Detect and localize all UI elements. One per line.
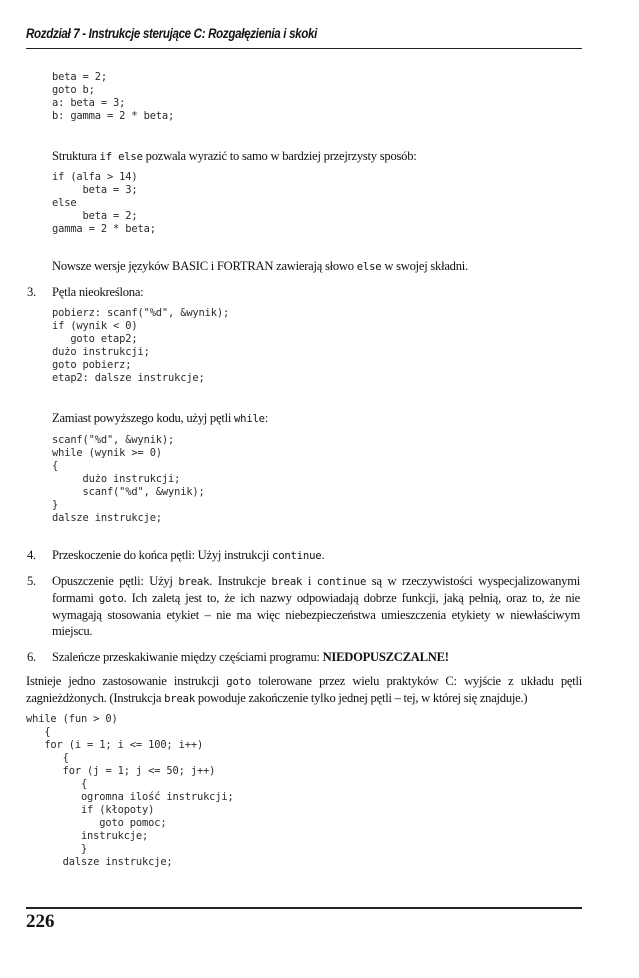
paragraph-if-else: Struktura if else pozwala wyrazić to samo w bardziej przejrzysty sposób:: [52, 149, 417, 163]
paragraph-basic-fortran: Nowsze wersje języków BASIC i FORTRAN zawierają słowo else w swojej składni.: [52, 259, 468, 273]
running-header: Rozdział 7 - Instrukcje sterujące C: Rozgałęzienia i skoki: [26, 26, 318, 41]
list-item-5-text: Opuszczenie pętli: Użyj break. Instrukcje break i continue są w rzeczywistości wyspecjalizowanymi formami goto. Ich zaletą jest to, że ich nazwy odpowiadają dobrze funkcji, jaką pełnią, oraz to, że nie wymagają stosowania etykiet – nie ma więc niebezpieczeństwa umieszczenia etykiety w niewłaściwym miejscu.: [52, 574, 581, 638]
paragraph-while-intro: Zamiast powyższego kodu, użyj pętli while:: [52, 411, 269, 425]
footer-rule: [26, 907, 582, 909]
code-block-if-else: if (alfa > 14) beta = 3; else beta = 2; gamma = 2 * beta;: [52, 171, 156, 235]
list-item-3-text: Pętla nieokreślona:: [52, 285, 144, 299]
code-block-goto: beta = 2; goto b; a: beta = 3; b: gamma = 2 * beta;: [52, 71, 175, 122]
list-number-4: 4.: [27, 548, 36, 562]
paragraph-nested-loops: Istnieje jedno zastosowanie instrukcji goto tolerowane przez wielu praktyków C: wyjście z układu pętli zagnieżdżonych. (Instrukcja break powoduje zakończenie tylko jednej pętli – tej, w której się znajduje.): [26, 674, 582, 705]
list-number-5: 5.: [27, 574, 36, 588]
code-block-while: scanf("%d", &wynik); while (wynik >= 0) { dużo instrukcji; scanf("%d", &wynik); } dalsze instrukcje;: [52, 434, 205, 524]
list-number-6: 6.: [27, 650, 36, 664]
list-number-3: 3.: [27, 285, 36, 299]
code-block-pobierz: pobierz: scanf("%d", &wynik); if (wynik < 0) goto etap2; dużo instrukcji; goto pobierz; etap2: dalsze instrukcje;: [52, 307, 230, 384]
header-rule: [26, 48, 582, 49]
code-block-nested-loops: while (fun > 0) { for (i = 1; i <= 100; i++) { for (j = 1; j <= 50; j++) { ogromna ilość instrukcji; if (kłopoty) goto pomoc; instrukcje; } dalsze instrukcje;: [26, 713, 234, 868]
list-item-4-text: Przeskoczenie do końca pętli: Użyj instrukcji continue.: [52, 548, 325, 562]
list-item-6-text: Szaleńcze przeskakiwanie między częściami programu: NIEDOPUSZCZALNE!: [52, 650, 449, 664]
page-number: 226: [26, 911, 55, 932]
